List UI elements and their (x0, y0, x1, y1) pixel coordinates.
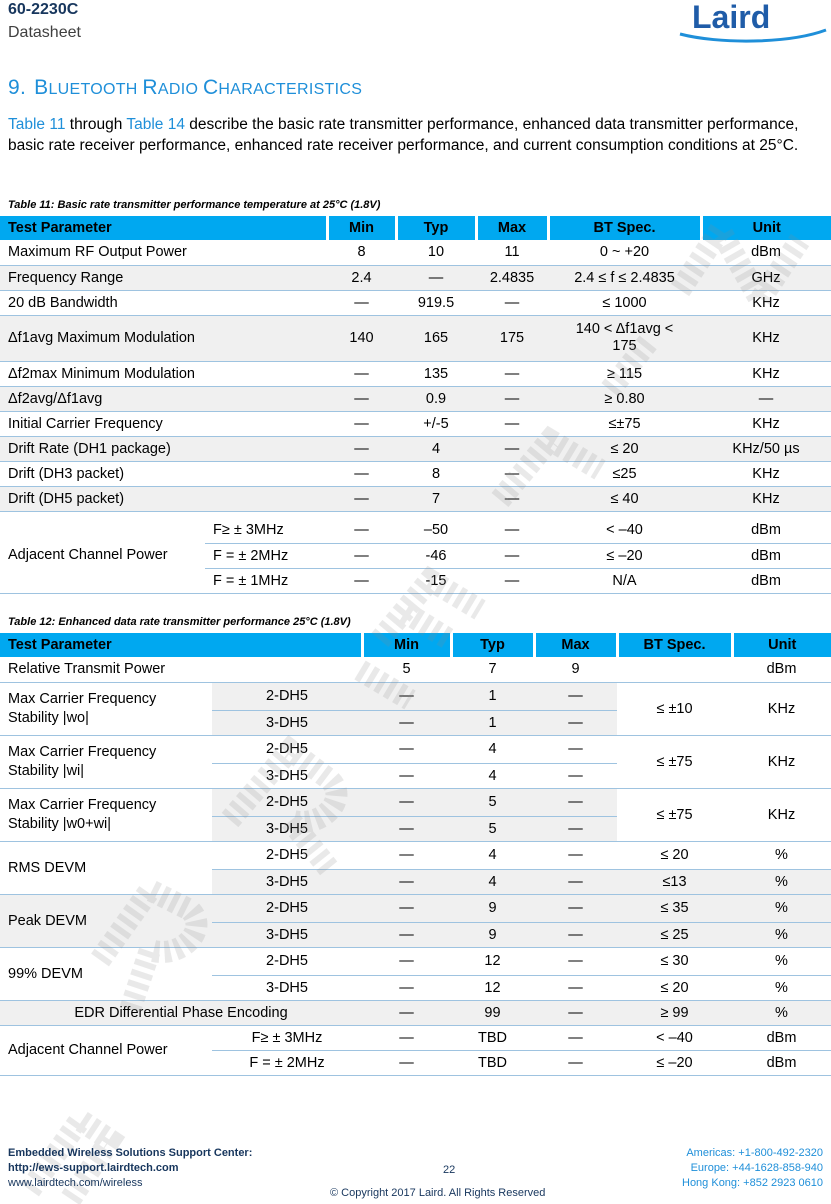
col-unit: Unit (732, 633, 831, 657)
logo-text: Laird (692, 0, 771, 35)
acp-label: Adjacent Channel Power (0, 518, 205, 593)
table-row: 99% DEVM 2-DH5 — 12 — ≤ 30 % (0, 947, 831, 975)
table-row: F = ± 2MHz — -46 — ≤ –20 dBm (0, 543, 831, 568)
edr-label: EDR Differential Phase Encoding (0, 1000, 362, 1025)
col-unit: Unit (701, 216, 831, 240)
col-max: Max (476, 216, 548, 240)
table-row: EDR Differential Phase Encoding — 99 — ≥ 99 % (0, 1000, 831, 1025)
table-row: Drift (DH5 packet) — 7 — ≤ 40 KHz (0, 486, 831, 511)
table-14-link[interactable]: Table 14 (126, 116, 185, 133)
table-11-link[interactable]: Table 11 (8, 116, 66, 133)
col-min: Min (362, 633, 451, 657)
table-row: Peak DEVM 2-DH5 — 9 — ≤ 35 % (0, 894, 831, 922)
table-row: Max Carrier Frequency Stability |w0+wi| 2-DH5 — 5 — ≤ ±75 KHz (0, 788, 831, 816)
acp-label: Adjacent Channel Power (0, 1025, 212, 1075)
devm-99-label: 99% DEVM (0, 947, 212, 1000)
table-row: Δf1avg Maximum Modulation 140 165 175 140 < Δf1avg < 175 KHz (0, 315, 831, 361)
col-min: Min (327, 216, 396, 240)
hongkong-phone: Hong Kong: +852 2923 0610 (682, 1177, 823, 1189)
europe-phone: Europe: +44-1628-858-940 (690, 1162, 823, 1174)
col-typ: Typ (451, 633, 534, 657)
intro-paragraph: Table 11 through Table 14 describe the basic rate transmitter performance, enhanced data transmitter performance, basic rate receiver performance, enhanced rate receiver performance, and current consumption conditions at 25°C. (8, 116, 799, 154)
table-row: 3-DH5 — 4 — ≤13 % (0, 869, 831, 894)
table-row: F = ± 1MHz — -15 — N/A dBm (0, 568, 831, 593)
support-link[interactable]: http://ews-support.lairdtech.com (8, 1162, 179, 1174)
table-row: 3-DH5 — 5 — (0, 816, 831, 841)
stability-w0wi-label: Max Carrier Frequency Stability |w0+wi| (0, 788, 212, 841)
footer-support (8, 1146, 252, 1191)
stability-wo-label: Max Carrier Frequency Stability |wo| (0, 682, 212, 735)
table-row: 3-DH5 — 9 — ≤ 25 % (0, 922, 831, 947)
table-row: Frequency Range 2.4 — 2.4835 2.4 ≤ f ≤ 2.4835 GHz (0, 265, 831, 290)
laird-logo (678, 0, 828, 44)
support-title: Embedded Wireless Solutions Support Center: (8, 1147, 253, 1159)
rms-devm-label: RMS DEVM (0, 841, 212, 894)
col-test-parameter: Test Parameter (0, 633, 362, 657)
document-type: Datasheet (8, 24, 81, 41)
table-11-caption: Table 11: Basic rate transmitter performance temperature at 25°C (1.8V) (8, 199, 381, 211)
table-12 (0, 633, 831, 1076)
table-row: 3-DH5 — 1 — (0, 710, 831, 735)
peak-devm-label: Peak DEVM (0, 894, 212, 947)
table-row: Adjacent Channel Power F≥ ± 3MHz — TBD — < –40 dBm (0, 1025, 831, 1050)
document-model: 60-2230C (8, 1, 79, 18)
stability-wi-label: Max Carrier Frequency Stability |wi| (0, 735, 212, 788)
website-link[interactable]: www.lairdtech.com/wireless (8, 1177, 143, 1189)
copyright: © Copyright 2017 Laird. All Rights Reserved (330, 1187, 546, 1199)
table-header-row (0, 216, 831, 240)
table-11-adjacent-channel-power (0, 518, 831, 594)
table-row: 3-DH5 — 4 — (0, 763, 831, 788)
col-typ: Typ (396, 216, 476, 240)
table-row: Maximum RF Output Power 8 10 11 0 ~ +20 dBm (0, 240, 831, 265)
col-bt-spec: BT Spec. (617, 633, 732, 657)
section-title: 9. BLUETOOTH RADIO CHARACTERISTICS (8, 76, 363, 99)
americas-phone: Americas: +1-800-492-2320 (686, 1147, 823, 1159)
table-11 (0, 216, 831, 512)
col-test-parameter: Test Parameter (0, 216, 327, 240)
table-row: F = ± 2MHz — TBD — ≤ –20 dBm (0, 1050, 831, 1075)
page-number: 22 (443, 1164, 456, 1176)
table-row: Max Carrier Frequency Stability |wi| 2-DH5 — 4 — ≤ ±75 KHz (0, 735, 831, 763)
table-row: 3-DH5 — 12 — ≤ 20 % (0, 975, 831, 1000)
col-bt-spec: BT Spec. (548, 216, 701, 240)
table-row: Δf2avg/Δf1avg — 0.9 — ≥ 0.80 — (0, 386, 831, 411)
table-row: Δf2max Minimum Modulation — 135 — ≥ 115 KHz (0, 361, 831, 386)
col-max: Max (534, 633, 617, 657)
table-row: 20 dB Bandwidth — 919.5 — ≤ 1000 KHz (0, 290, 831, 315)
table-row: Drift (DH3 packet) — 8 — ≤25 KHz (0, 461, 831, 486)
footer-contacts (682, 1146, 823, 1191)
table-header-row (0, 633, 831, 657)
table-12-caption: Table 12: Enhanced data rate transmitter performance 25°C (1.8V) (8, 616, 351, 628)
table-row: Drift Rate (DH1 package) — 4 — ≤ 20 KHz/50 µs (0, 436, 831, 461)
table-row: Initial Carrier Frequency — +/-5 — ≤±75 KHz (0, 411, 831, 436)
table-row: RMS DEVM 2-DH5 — 4 — ≤ 20 % (0, 841, 831, 869)
table-row: Max Carrier Frequency Stability |wo| 2-DH5 — 1 — ≤ ±10 KHz (0, 682, 831, 710)
table-row: Relative Transmit Power 5 7 9 dBm (0, 657, 831, 682)
table-row: Adjacent Channel Power F≥ ± 3MHz — –50 — < –40 dBm (0, 518, 831, 543)
